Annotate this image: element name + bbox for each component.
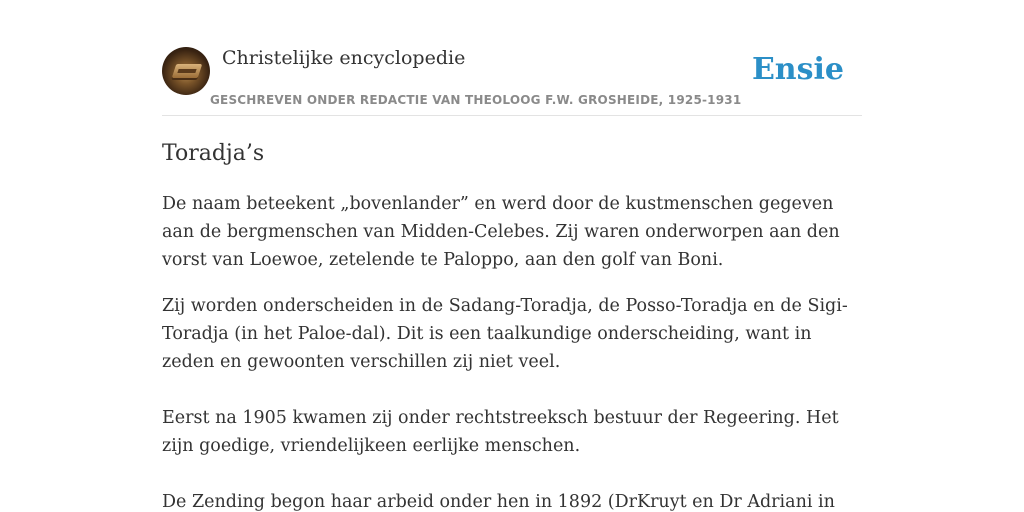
article-content — [162, 138, 862, 512]
encyclopedia-avatar[interactable] — [162, 47, 210, 95]
brand-logo[interactable]: Ensie — [751, 52, 844, 87]
article-title: Toradja’s — [162, 141, 265, 166]
site-subtitle: GESCHREVEN ONDER REDACTIE VAN THEOLOOG F.W. GROSHEIDE, 1925-1931 — [210, 93, 742, 107]
site-header — [162, 46, 862, 116]
book-spine — [177, 69, 196, 73]
site-title[interactable]: Christelijke encyclopedie — [222, 47, 466, 69]
article-paragraph: De naam beteekent „bovenlander” en werd door de kustmenschen gegeven aan de bergmenschen van Midden-Celebes. Zij waren onderworpen aan den vorst van Loewoe, zetelende te Paloppo, aan den golf van Boni. — [162, 194, 840, 270]
article-paragraph: Zij worden onderscheiden in de Sadang-Toradja, de Posso-Toradja en de Sigi-Toradja (in het Paloe-dal). Dit is een taalkundige onderscheiding, want in zeden en gewoonten verschillen zij niet veel. Eerst na 1905 kwamen zij onder rechtstreeksch bestuur der Regeering. Het zijn goedige, vriendelijkeen eerlijke menschen. De Zending begon haar arbeid onder hen in 1892 (DrKruyt en Dr Adriani in — [162, 296, 848, 512]
